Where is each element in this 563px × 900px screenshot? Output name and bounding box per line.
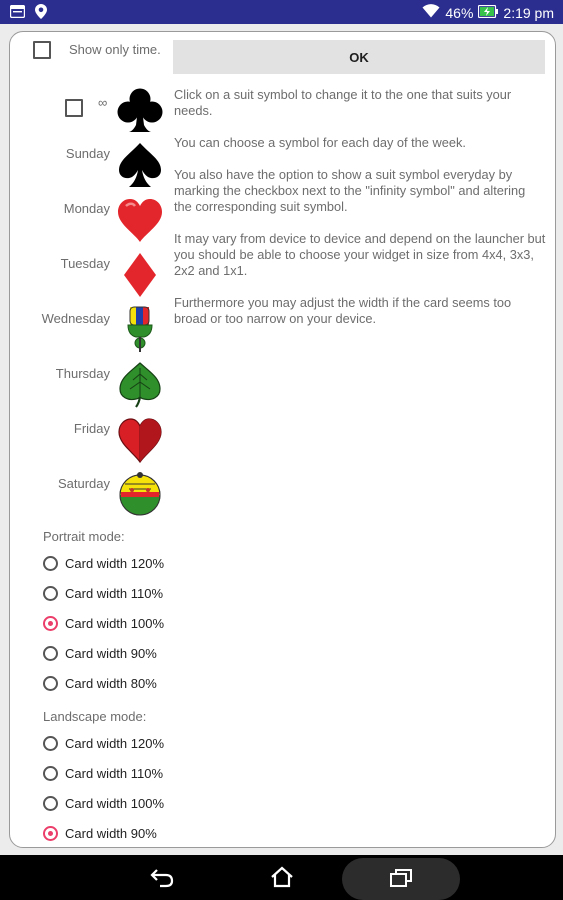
- day-label-saturday: Saturday: [57, 476, 110, 491]
- status-bar: [0, 0, 563, 24]
- landscape-option-100[interactable]: [43, 796, 164, 811]
- instructions-text: [174, 87, 546, 343]
- radio-button[interactable]: [43, 586, 58, 601]
- radio-label: Card width 120%: [65, 556, 164, 571]
- radio-label: Card width 100%: [65, 616, 164, 631]
- radio-label: Card width 110%: [65, 766, 164, 781]
- portrait-option-110[interactable]: [43, 586, 163, 601]
- leaf-icon[interactable]: [116, 362, 164, 412]
- back-icon[interactable]: [150, 868, 174, 892]
- wifi-icon: [422, 4, 440, 21]
- show-only-time-label: Show only time.: [69, 42, 161, 57]
- landscape-option-120[interactable]: [43, 736, 164, 751]
- radio-button[interactable]: [43, 766, 58, 781]
- portrait-option-90[interactable]: [43, 646, 157, 661]
- bell-icon[interactable]: [116, 470, 164, 522]
- portrait-option-120[interactable]: [43, 556, 164, 571]
- battery-charging-icon: [478, 5, 498, 21]
- club-icon[interactable]: [116, 87, 164, 137]
- diamond-icon[interactable]: [116, 252, 164, 302]
- radio-label: Card width 120%: [65, 736, 164, 751]
- radio-button-selected[interactable]: [43, 826, 58, 841]
- show-only-time-checkbox[interactable]: [33, 41, 51, 59]
- radio-button[interactable]: [43, 676, 58, 691]
- radio-button[interactable]: [43, 796, 58, 811]
- german-heart-icon[interactable]: [116, 417, 164, 467]
- day-label-tuesday: Tuesday: [60, 256, 110, 271]
- radio-button-selected[interactable]: [43, 616, 58, 631]
- radio-label: Card width 100%: [65, 796, 164, 811]
- radio-button[interactable]: [43, 646, 58, 661]
- portrait-mode-label: Portrait mode:: [43, 529, 125, 544]
- instruction-paragraph: You also have the option to show a suit symbol everyday by marking the checkbox next to the "infinity symbol" and altering the corresponding suit symbol.: [174, 167, 526, 214]
- landscape-mode-label: Landscape mode:: [43, 709, 147, 724]
- day-label-sunday: Sunday: [65, 146, 110, 161]
- notification-icon: [10, 5, 25, 22]
- recent-apps-icon[interactable]: [389, 868, 413, 892]
- battery-percent: 46%: [445, 4, 474, 21]
- instruction-paragraph: You can choose a symbol for each day of the week.: [174, 135, 466, 150]
- day-label-thursday: Thursday: [55, 366, 110, 381]
- spade-icon[interactable]: [116, 142, 164, 192]
- navigation-bar: [0, 855, 563, 900]
- radio-label: Card width 110%: [65, 586, 164, 601]
- location-pin-icon: [35, 4, 47, 23]
- day-label-friday: Friday: [73, 421, 110, 436]
- ok-button[interactable]: OK: [173, 40, 545, 74]
- radio-button[interactable]: [43, 556, 58, 571]
- acorn-icon[interactable]: [116, 305, 164, 357]
- instruction-paragraph: Furthermore you may adjust the width if the card seems too broad or too narrow on your device.: [174, 295, 512, 326]
- radio-label: Card width 80%: [65, 676, 157, 691]
- day-label-monday: Monday: [63, 201, 110, 216]
- instruction-paragraph: It may vary from device to device and depend on the launcher but you should be able to choose your widget in size from 4x4, 3x3, 2x2 and 1x1.: [174, 231, 546, 278]
- radio-label: Card width 90%: [65, 826, 157, 841]
- heart-icon[interactable]: [116, 197, 164, 247]
- instruction-paragraph: Click on a suit symbol to change it to the one that suits your needs.: [174, 87, 512, 118]
- portrait-option-80[interactable]: [43, 676, 157, 691]
- day-label-wednesday: Wednesday: [41, 311, 110, 326]
- infinity-label: ∞: [98, 95, 108, 110]
- home-icon[interactable]: [270, 866, 294, 892]
- widget-settings-dialog: [9, 31, 556, 848]
- clock: 2:19 pm: [503, 4, 554, 21]
- everyday-checkbox[interactable]: [65, 99, 83, 117]
- portrait-option-100[interactable]: [43, 616, 164, 631]
- radio-button[interactable]: [43, 736, 58, 751]
- landscape-option-110[interactable]: [43, 766, 163, 781]
- radio-label: Card width 90%: [65, 646, 157, 661]
- landscape-option-90[interactable]: [43, 826, 157, 841]
